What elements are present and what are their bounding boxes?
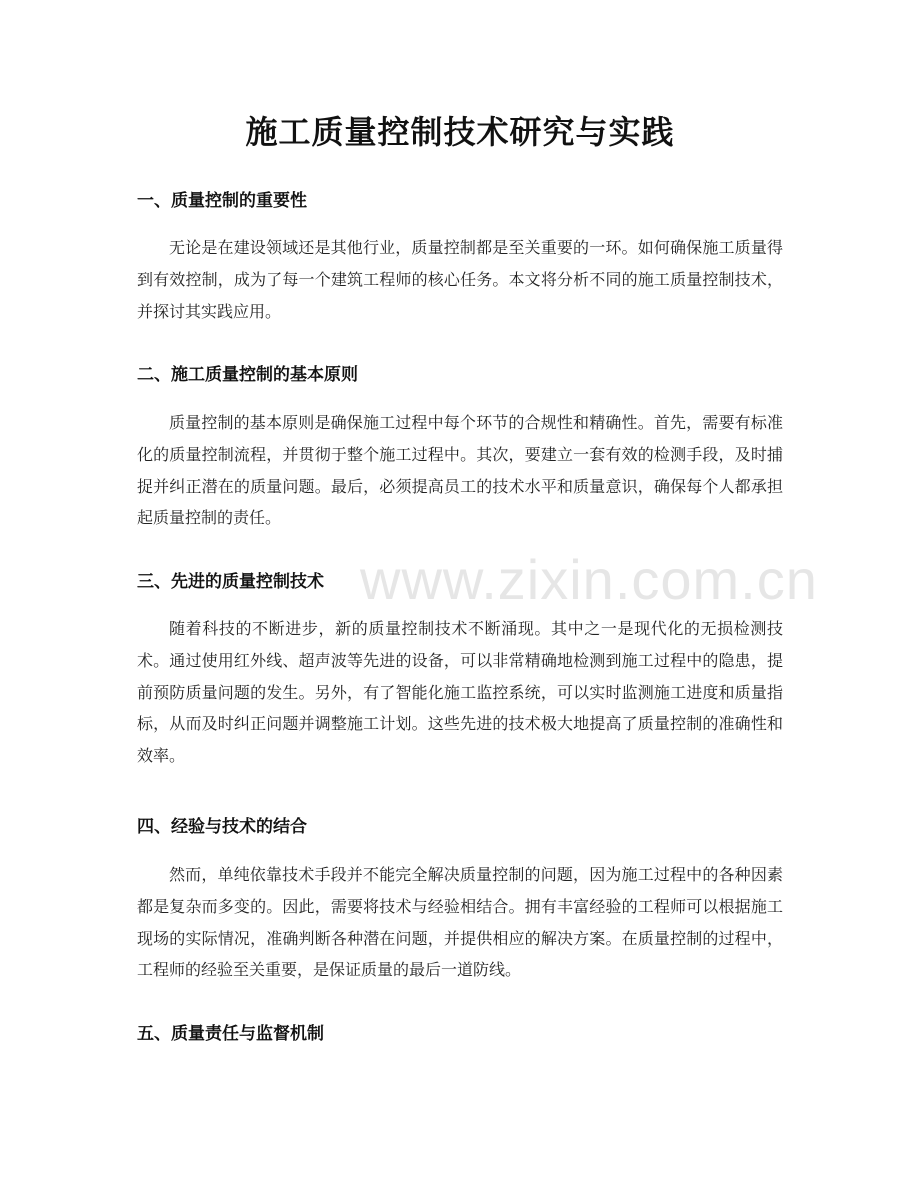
section-heading-1: 一、质量控制的重要性 [137,191,307,211]
section-heading-2: 二、施工质量控制的基本原则 [137,365,358,385]
section-heading-5: 五、质量责任与监督机制 [137,1024,324,1044]
section-heading-3: 三、先进的质量控制技术 [137,572,324,592]
section-paragraph-1: 无论是在建设领域还是其他行业，质量控制都是至关重要的一环。如何确保施工质量得到有效控制，成为了每一个建筑工程师的核心任务。本文将分析不同的施工质量控制技术，并探讨其实践应用。 [137,238,783,321]
section-paragraph-2: 质量控制的基本原则是确保施工过程中每个环节的合规性和精确性。首先，需要有标准化的质量控制流程，并贯彻于整个施工过程中。其次，要建立一套有效的检测手段，及时捕捉并纠正潜在的质量问题。最后，必须提高员工的技术水平和质量意识，确保每个人都承担起质量控制的责任。 [137,413,783,528]
watermark-text: www.zixin.com.cn [360,548,818,611]
document-title: 施工质量控制技术研究与实践 [245,113,675,151]
section-heading-4: 四、经验与技术的结合 [137,817,307,837]
section-paragraph-4: 然而，单纯依靠技术手段并不能完全解决质量控制的问题，因为施工过程中的各种因素都是复杂而多变的。因此，需要将技术与经验相结合。拥有丰富经验的工程师可以根据施工现场的实际情况，准确判断各种潜在问题，并提供相应的解决方案。在质量控制的过程中，工程师的经验至关重要，是保证质量的最后一道防线。 [137,865,783,980]
section-paragraph-3: 随着科技的不断进步，新的质量控制技术不断涌现。其中之一是现代化的无损检测技术。通过使用红外线、超声波等先进的设备，可以非常精确地检测到施工过程中的隐患，提前预防质量问题的发生。另外，有了智能化施工监控系统，可以实时监测施工进度和质量指标，从而及时纠正问题并调整施工计划。这些先进的技术极大地提高了质量控制的准确性和效率。 [137,619,783,766]
